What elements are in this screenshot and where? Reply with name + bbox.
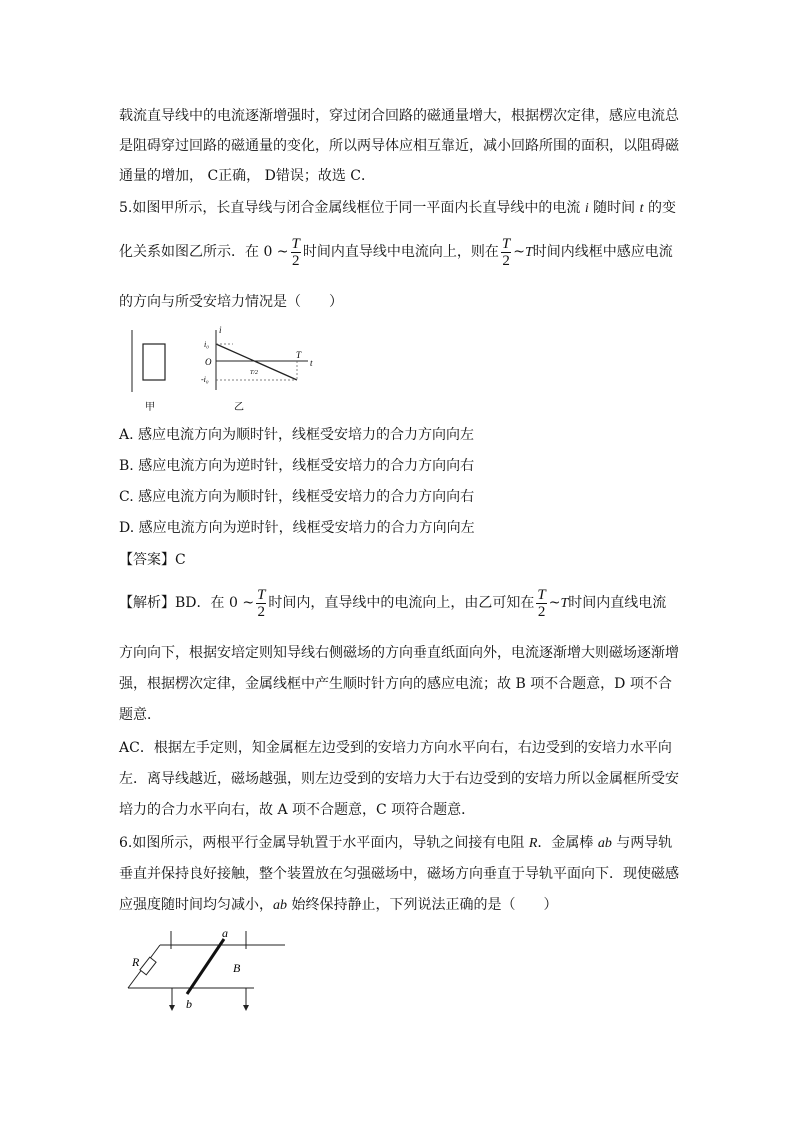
analysis-line: 强，根据楞次定律，金属线框中产生顺时针方向的感应电流；故 B 项不合题意，D 项不合 [119,676,672,692]
text-line: 是阻碍穿过回路的磁通量的变化，所以两导体应相互靠近，减小回路所围的面积，以阻碍磁 [119,138,679,154]
resistor [140,957,156,975]
option-c[interactable]: C. 感应电流方向为顺时针，线框受安培力的合力方向向右 [119,489,475,505]
q5-stem-line1: 5.如图甲所示，长直导线与闭合金属线框位于同一平面内长直导线中的电流 i 随时间 t 的变 [119,200,676,216]
q5-stem-line3: 的方向与所受安培力情况是（ ） [119,294,343,310]
fraction-t-over-2: $\frac{T}{2}$ [501,235,511,269]
label-yi: 乙 [234,402,244,413]
text-line: 通量的增加， C正确， D错误；故选 C． [119,168,375,184]
svg-text:-i₀: -i₀ [201,375,209,384]
svg-text:B: B [233,961,241,975]
option-d[interactable]: D. 感应电流方向为逆时针，线框受安培力的合力方向向左 [119,520,475,536]
svg-text:O: O [205,357,212,367]
fraction-t-over-2: $\frac{T}{2}$ [537,586,546,620]
q5-figure [115,322,330,417]
answer: 【答案】C [119,552,186,568]
svg-text:R: R [132,955,140,969]
analysis-line: 培力的合力水平向右，故 A 项不合题意，C 项符合题意． [119,802,476,818]
q6-figure [120,925,295,1015]
option-a[interactable]: A. 感应电流方向为顺时针，线框受安培力的合力方向向左 [119,427,475,443]
q6-stem-line2: 垂直并保持良好接触，整个装置放在匀强磁场中，磁场方向垂直于导轨平面向下．现使磁感 [119,866,679,882]
analysis-line1: 【解析】BD．在 0 ~ $\frac{T}{2}$ 时间内，直导线中的电流向上，由乙可知在 $\frac{T}{2}$ ~T时间内直线电流 [119,586,667,620]
q5-stem-line2: 化关系如图乙所示．在 0 ~ $\frac{T}{2}$ 时间内直导线中电流向上，则在 $\frac{T}{2}$ ~T时间内线框中感应电流 [119,235,673,269]
analysis-line: AC．根据左手定则，知金属框左边受到的安培力方向水平向右，右边受到的安培力水平向 [119,740,672,756]
svg-text:T/2: T/2 [250,370,259,376]
fraction-t-over-2: $\frac{T}{2}$ [257,586,266,620]
svg-text:t: t [310,358,313,368]
svg-text:i: i [219,325,222,335]
q6-stem-line1: 6.如图所示，两根平行金属导轨置于水平面内，导轨之间接有电阻 R．金属棒 ab 与两导轨 [119,835,673,851]
svg-text:T: T [296,350,302,360]
analysis-line: 方向向下，根据安培定则知导线右侧磁场的方向垂直纸面向外，电流逐渐增大则磁场逐渐增 [119,645,679,661]
analysis-line: 题意． [119,707,161,723]
text-line: 载流直导线中的电流逐渐增强时，穿过闭合回路的磁通量增大，根据楞次定律，感应电流总 [119,108,679,124]
option-b[interactable]: B. 感应电流方向为逆时针，线框受安培力的合力方向向右 [119,458,475,474]
label-jia: 甲 [145,402,155,413]
analysis-line: 左．离导线越近，磁场越强，则左边受到的安培力大于右边受到的安培力所以金属框所受安 [119,771,679,787]
fraction-t-over-2: $\frac{T}{2}$ [291,235,300,269]
svg-text:b: b [186,997,192,1011]
svg-text:i₀: i₀ [204,340,210,349]
svg-text:a: a [222,926,228,940]
rod-ab [187,939,224,994]
q6-stem-line3: 应强度随时间均匀减小，ab 始终保持静止，下列说法正确的是（ ） [119,897,558,913]
wire-frame [143,344,165,380]
